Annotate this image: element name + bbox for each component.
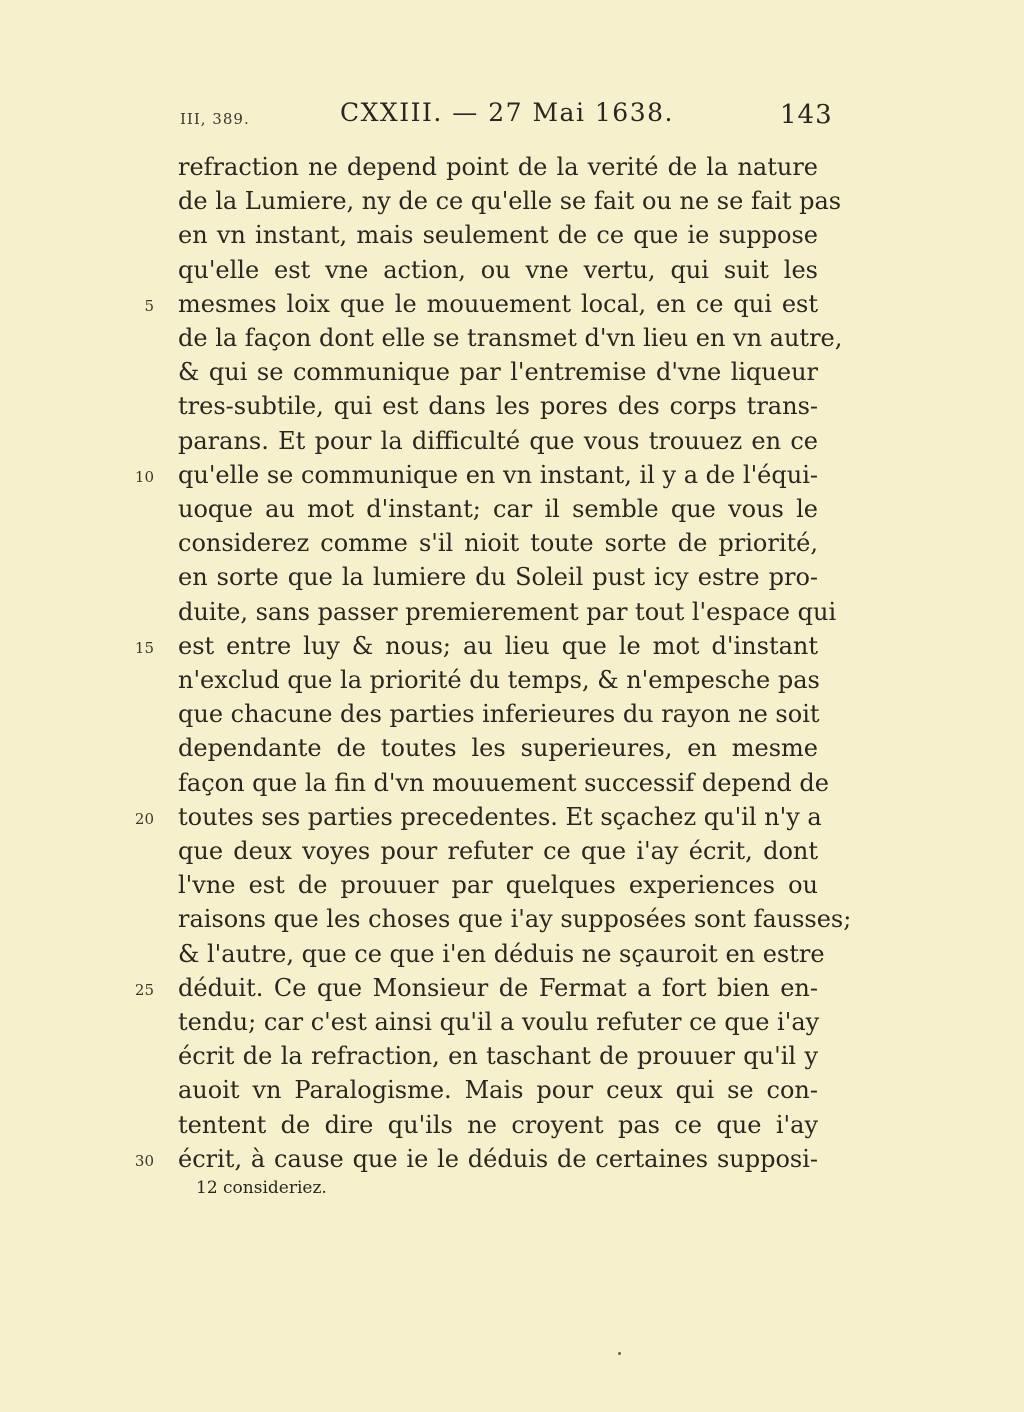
page-number: 143	[780, 100, 833, 130]
text-line: duite, sans passer premierement par tout l'espace qui	[178, 597, 837, 626]
text-line: parans. Et pour la difficulté que vous trouuez en ce	[178, 426, 818, 455]
text-line: écrit de la refraction, en taschant de prouuer qu'il y	[178, 1042, 818, 1071]
text-line: dependante de toutes les superieures, en mesme	[178, 734, 818, 763]
text-line: tres-subtile, qui est dans les pores des corps trans-	[178, 392, 818, 421]
text-line: toutes ses parties precedentes. Et sçachez qu'il n'y a	[178, 802, 822, 831]
volume-reference: III, 389.	[180, 110, 250, 128]
text-line: que deux voyes pour refuter ce que i'ay écrit, dont	[178, 837, 818, 865]
text-line: considerez comme s'il nioit toute sorte de priorité,	[178, 529, 818, 558]
text-line: écrit, à cause que ie le déduis de certaines supposi-	[178, 1144, 818, 1173]
text-line: l'vne est de prouuer par quelques experiences ou	[178, 871, 818, 900]
text-line: qu'elle est vne action, ou vne vertu, qui suit les	[178, 255, 818, 284]
text-line: est entre luy & nous; au lieu que le mot d'instant	[178, 631, 818, 660]
text-line: façon que la fin d'vn mouuement successif depend de	[178, 768, 829, 797]
line-number: 15	[134, 638, 154, 657]
text-line: & qui se communique par l'entremise d'vne liqueur	[178, 358, 818, 387]
text-line: mesmes loix que le mouuement local, en ce qui est	[178, 289, 818, 318]
text-line: n'exclud que la priorité du temps, & n'empesche pas	[178, 666, 820, 694]
line-number: 5	[144, 296, 154, 315]
text-line: raisons que les choses que i'ay supposées sont fausses;	[178, 905, 852, 934]
line-number: 20	[134, 809, 154, 828]
text-line: que chacune des parties inferieures du rayon ne soit	[178, 700, 820, 729]
text-line: & l'autre, que ce que i'en déduis ne sçauroit en estre	[178, 939, 825, 968]
text-line: en vn instant, mais seulement de ce que ie suppose	[178, 221, 818, 250]
paper-speck	[618, 1352, 621, 1355]
text-line: refraction ne depend point de la verité de la nature	[178, 153, 818, 181]
text-line: qu'elle se communique en vn instant, il y a de l'équi-	[178, 460, 818, 489]
text-line: de la façon dont elle se transmet d'vn lieu en vn autre,	[178, 324, 843, 352]
text-line: tendu; car c'est ainsi qu'il a voulu refuter ce que i'ay	[178, 1008, 820, 1036]
line-number: 10	[134, 467, 154, 486]
footnote: 12 consideriez.	[196, 1178, 327, 1198]
letter-title: CXXIII. — 27 Mai 1638.	[340, 98, 674, 127]
text-line: tentent de dire qu'ils ne croyent pas ce que i'ay	[178, 1110, 818, 1139]
line-number: 25	[134, 980, 154, 999]
text-line: de la Lumiere, ny de ce qu'elle se fait ou ne se fait pas	[178, 187, 842, 216]
text-line: auoit vn Paralogisme. Mais pour ceux qui se con-	[178, 1076, 818, 1105]
text-line: déduit. Ce que Monsieur de Fermat a fort bien en-	[178, 973, 818, 1002]
text-line: uoque au mot d'instant; car il semble que vous le	[178, 495, 818, 523]
running-header	[0, 98, 1024, 138]
line-number: 30	[134, 1151, 154, 1170]
text-line: en sorte que la lumiere du Soleil pust icy estre pro-	[178, 563, 818, 592]
